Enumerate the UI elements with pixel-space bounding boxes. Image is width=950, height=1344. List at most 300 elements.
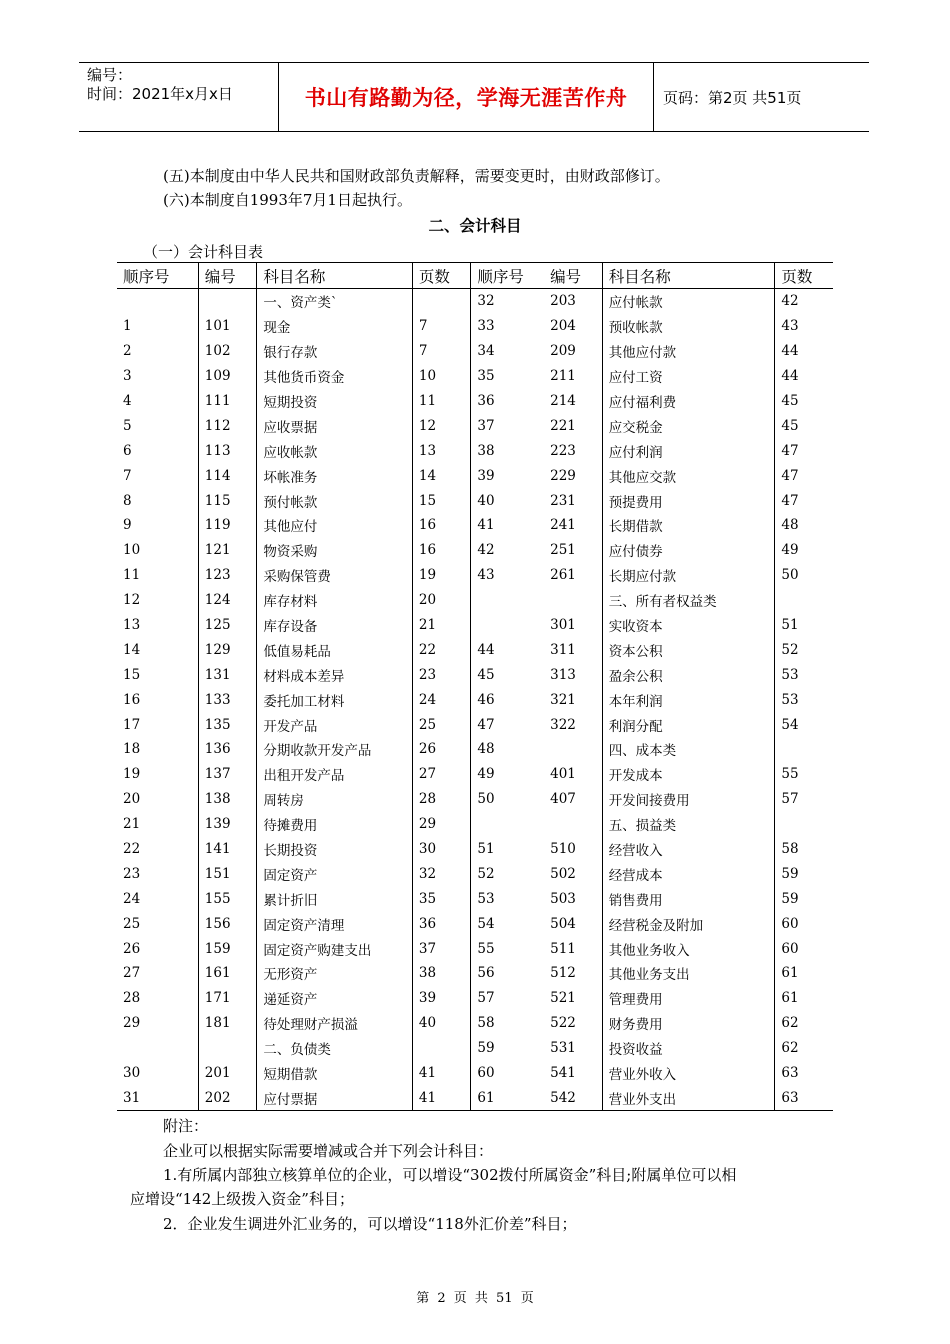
- page-footer: 第 2 页 共 51 页: [416, 1291, 534, 1306]
- cell-seq-2: 59: [471, 1036, 544, 1061]
- cell-seq: 7: [123, 467, 132, 484]
- cell-name-2: 应交税金: [602, 413, 775, 438]
- cell-pages-2: 60: [775, 936, 833, 961]
- header-name-2: 科目名称: [602, 263, 775, 289]
- table-row: [117, 986, 833, 1011]
- cell-seq-2: 47: [471, 712, 544, 737]
- cell-pages-2: 52: [775, 637, 833, 662]
- cell-pages-2: 62: [775, 1011, 833, 1036]
- cell-name-2: 开发间接费用: [602, 787, 775, 812]
- cell-pages: 30: [412, 837, 471, 862]
- cell-seq: 15: [123, 666, 141, 683]
- cell-code-2: 541: [550, 1065, 576, 1082]
- cell-name-2: 财务费用: [602, 1011, 775, 1036]
- cell-seq: 6: [123, 442, 132, 459]
- cell-seq: 23: [123, 865, 141, 882]
- cell-code: 102: [198, 339, 257, 364]
- cell-code: 155: [198, 886, 257, 911]
- cell-name-2: 应付福利费: [602, 389, 775, 414]
- cell-code: 181: [198, 1011, 257, 1036]
- cell-code: 201: [198, 1061, 257, 1086]
- table-row: [117, 438, 833, 463]
- cell-code: 112: [198, 413, 257, 438]
- page-header: [79, 62, 869, 132]
- cell-name: 出租开发产品: [257, 762, 413, 787]
- cell-name-2: 长期借款: [602, 513, 775, 538]
- cell-pages-2: 53: [775, 662, 833, 687]
- cell-pages: 35: [412, 886, 471, 911]
- cell-code: [198, 289, 257, 314]
- cell-pages-2: 55: [775, 762, 833, 787]
- cell-code: [198, 1036, 257, 1061]
- cell-code: 136: [198, 737, 257, 762]
- cell-code: 119: [198, 513, 257, 538]
- cell-seq-2: 48: [471, 737, 544, 762]
- cell-code-2: 531: [550, 1040, 576, 1057]
- cell-code-2: 231: [550, 492, 576, 509]
- table-row: [117, 1061, 833, 1086]
- cell-pages: 7: [412, 339, 471, 364]
- cell-code: 151: [198, 861, 257, 886]
- table-row: [117, 812, 833, 837]
- cell-seq: 5: [123, 417, 132, 434]
- notes-line-2: 1.有所属内部独立核算单位的企业，可以增设“302拨付所属资金”科目;附属单位可以相: [163, 1166, 737, 1184]
- cell-code-2: 542: [544, 1086, 602, 1111]
- table-row: [117, 588, 833, 613]
- cell-pages-2: 49: [775, 538, 833, 563]
- cell-name-2: 其他业务支出: [602, 961, 775, 986]
- cell-seq-2: 57: [471, 986, 544, 1011]
- cell-name: 库存材料: [257, 588, 413, 613]
- header-name: 科目名称: [257, 263, 413, 289]
- cell-name-2: 四、成本类: [602, 737, 775, 762]
- cell-seq: 21: [123, 816, 141, 833]
- cell-seq: 9: [123, 517, 132, 534]
- header-code: 编号: [198, 263, 257, 289]
- cell-name: 固定资产: [257, 861, 413, 886]
- cell-pages-2: 51: [775, 613, 833, 638]
- cell-code: 111: [198, 389, 257, 414]
- cell-pages: 15: [412, 488, 471, 513]
- cell-seq: 20: [123, 791, 141, 808]
- document-time-label: 时间：2021年x月x日: [87, 85, 233, 103]
- cell-seq-2: 44: [471, 637, 544, 662]
- cell-pages: 39: [412, 986, 471, 1011]
- cell-name: 累计折旧: [257, 886, 413, 911]
- cell-code-2: 241: [550, 517, 576, 534]
- cell-name-2: 营业外支出: [602, 1086, 775, 1111]
- cell-code: 141: [198, 837, 257, 862]
- cell-name-2: 长期应付款: [602, 563, 775, 588]
- cell-seq: 16: [123, 691, 141, 708]
- cell-name: 递延资产: [257, 986, 413, 1011]
- cell-seq: 4: [123, 393, 132, 409]
- cell-pages: 25: [412, 712, 471, 737]
- cell-name: 材料成本差异: [257, 662, 413, 687]
- cell-seq: 19: [123, 766, 141, 783]
- cell-code: 101: [198, 314, 257, 339]
- cell-code: 109: [198, 364, 257, 389]
- cell-code-2: 311: [550, 641, 576, 658]
- cell-pages-2: 63: [775, 1086, 833, 1111]
- cell-pages: 16: [412, 538, 471, 563]
- cell-name: 物资采购: [257, 538, 413, 563]
- cell-pages: 14: [412, 463, 471, 488]
- cell-seq: 29: [123, 1015, 141, 1032]
- cell-seq: 8: [123, 492, 132, 509]
- cell-pages: 36: [412, 911, 471, 936]
- cell-seq-2: 35: [471, 364, 544, 389]
- cell-name: 待处理财产损溢: [257, 1011, 413, 1036]
- cell-pages-2: [775, 737, 833, 762]
- cell-pages: 41: [412, 1086, 471, 1111]
- cell-pages-2: 42: [775, 289, 833, 314]
- cell-name: 一、资产类`: [257, 289, 413, 314]
- cell-code-2: 511: [550, 940, 576, 957]
- cell-name-2: 利润分配: [602, 712, 775, 737]
- cell-pages-2: 47: [775, 463, 833, 488]
- cell-code: 124: [198, 588, 257, 613]
- cell-code: 159: [198, 936, 257, 961]
- cell-pages-2: 45: [775, 413, 833, 438]
- cell-seq: 3: [123, 368, 132, 385]
- cell-pages: 38: [412, 961, 471, 986]
- cell-name: 银行存款: [257, 339, 413, 364]
- notes-title: 附注：: [163, 1117, 209, 1135]
- cell-seq: 17: [123, 716, 141, 733]
- cell-pages: 20: [412, 588, 471, 613]
- cell-code-2: 503: [550, 890, 576, 907]
- cell-code-2: 251: [550, 542, 576, 559]
- table-row: [117, 737, 833, 762]
- cell-pages-2: 60: [775, 911, 833, 936]
- table-row: [117, 861, 833, 886]
- cell-code-2: 407: [550, 791, 576, 808]
- cell-seq-2: 52: [471, 861, 544, 886]
- cell-code-2: 522: [550, 1015, 576, 1032]
- cell-seq-2: 53: [471, 886, 544, 911]
- cell-code: 139: [198, 812, 257, 837]
- cell-name: 分期收款开发产品: [257, 737, 413, 762]
- cell-pages-2: [775, 588, 833, 613]
- table-row: [117, 961, 833, 986]
- cell-name-2: 应付工资: [602, 364, 775, 389]
- cell-seq: [117, 289, 198, 314]
- cell-pages-2: 48: [775, 513, 833, 538]
- cell-pages-2: 54: [775, 712, 833, 737]
- header-page-label: 页码：第2页 共51页: [663, 88, 802, 107]
- cell-name: 其他货币资金: [257, 364, 413, 389]
- cell-name: 短期投资: [257, 389, 413, 414]
- cell-name: 采购保管费: [257, 563, 413, 588]
- cell-pages-2: 59: [775, 861, 833, 886]
- cell-code-2: 321: [550, 691, 576, 708]
- cell-code-2: 214: [550, 393, 576, 409]
- cell-code: 115: [198, 488, 257, 513]
- cell-pages-2: [775, 812, 833, 837]
- cell-seq: 1: [123, 318, 132, 335]
- document-number-label: 编号：: [87, 66, 133, 84]
- cell-code: 123: [198, 563, 257, 588]
- cell-name: 周转房: [257, 787, 413, 812]
- cell-code: 133: [198, 687, 257, 712]
- cell-seq: 22: [123, 841, 141, 858]
- cell-name-2: 应付利润: [602, 438, 775, 463]
- cell-pages-2: 45: [775, 389, 833, 414]
- cell-code: 129: [198, 637, 257, 662]
- cell-seq: 18: [123, 741, 141, 758]
- cell-code-2: 229: [550, 467, 576, 484]
- cell-code-2: 301: [550, 617, 576, 634]
- cell-seq: 24: [123, 890, 141, 907]
- cell-pages-2: 53: [775, 687, 833, 712]
- cell-code-2: 221: [550, 417, 576, 434]
- cell-code-2: 510: [550, 841, 576, 858]
- cell-code: 121: [198, 538, 257, 563]
- cell-seq: 12: [123, 592, 141, 609]
- cell-seq-2: 37: [471, 413, 544, 438]
- cell-name: 开发产品: [257, 712, 413, 737]
- cell-code: 113: [198, 438, 257, 463]
- cell-seq-2: 41: [471, 513, 544, 538]
- cell-name-2: 预提费用: [602, 488, 775, 513]
- cell-code-2: [544, 737, 602, 762]
- cell-name: 库存设备: [257, 613, 413, 638]
- cell-code: 202: [198, 1086, 257, 1111]
- cell-name-2: 资本公积: [602, 637, 775, 662]
- table-row: [117, 413, 833, 438]
- cell-seq-2: 60: [471, 1061, 544, 1086]
- cell-seq: 30: [123, 1065, 141, 1082]
- accounts-table: [117, 262, 833, 1111]
- cell-pages: 7: [412, 314, 471, 339]
- table-row: [117, 339, 833, 364]
- cell-name: 坏帐准务: [257, 463, 413, 488]
- cell-name: 长期投资: [257, 837, 413, 862]
- cell-code-2: 401: [550, 766, 576, 783]
- cell-pages-2: 50: [775, 563, 833, 588]
- table-row: [117, 463, 833, 488]
- notes-line-3: 应增设“142上级拨入资金”科目；: [130, 1190, 354, 1208]
- cell-pages-2: 61: [775, 961, 833, 986]
- cell-code-2: 313: [550, 666, 576, 683]
- cell-seq: 11: [123, 567, 141, 584]
- cell-seq: 27: [123, 965, 141, 982]
- cell-name-2: 预收帐款: [602, 314, 775, 339]
- cell-code: 125: [198, 613, 257, 638]
- table-row: [117, 538, 833, 563]
- cell-code: 114: [198, 463, 257, 488]
- cell-pages-2: 57: [775, 787, 833, 812]
- cell-name-2: 经营税金及附加: [602, 911, 775, 936]
- cell-pages: 16: [412, 513, 471, 538]
- cell-seq-2: 58: [471, 1011, 544, 1036]
- cell-seq: 2: [123, 343, 132, 360]
- cell-pages: 40: [412, 1011, 471, 1036]
- cell-code: 161: [198, 961, 257, 986]
- table-row: [117, 837, 833, 862]
- cell-name-2: 其他业务收入: [602, 936, 775, 961]
- cell-code-2: [544, 812, 602, 837]
- table-row: [117, 911, 833, 936]
- cell-name: 无形资产: [257, 961, 413, 986]
- cell-seq-2: 36: [471, 389, 544, 414]
- cell-seq-2: 61: [471, 1086, 544, 1111]
- cell-code-2: 223: [550, 442, 576, 459]
- cell-name: 委托加工材料: [257, 687, 413, 712]
- cell-name: 应付票据: [257, 1086, 413, 1111]
- cell-seq-2: 42: [471, 538, 544, 563]
- cell-seq: 14: [123, 641, 141, 658]
- cell-name: 其他应付: [257, 513, 413, 538]
- table-body: [117, 289, 833, 1111]
- cell-name-2: 五、损益类: [602, 812, 775, 837]
- cell-name: 低值易耗品: [257, 637, 413, 662]
- table-row: [117, 936, 833, 961]
- cell-pages-2: 62: [775, 1036, 833, 1061]
- cell-seq-2: 54: [471, 911, 544, 936]
- cell-name: 待摊费用: [257, 812, 413, 837]
- header-meta: [79, 63, 279, 131]
- header-seq-2: 顺序号: [471, 263, 544, 289]
- header-seq: 顺序号: [117, 263, 198, 289]
- cell-pages: 29: [412, 812, 471, 837]
- cell-code-2: 203: [550, 293, 576, 310]
- cell-seq-2: 38: [471, 438, 544, 463]
- cell-pages-2: 47: [775, 438, 833, 463]
- table-row: [117, 886, 833, 911]
- cell-pages-2: 63: [775, 1061, 833, 1086]
- table-row: [117, 289, 833, 314]
- cell-pages: 27: [412, 762, 471, 787]
- cell-code-2: 512: [550, 965, 576, 982]
- cell-pages: 12: [412, 413, 471, 438]
- table-row: [117, 1011, 833, 1036]
- cell-code-2: 521: [550, 990, 576, 1007]
- cell-name-2: 投资收益: [602, 1036, 775, 1061]
- table-row: [117, 787, 833, 812]
- cell-pages-2: 44: [775, 364, 833, 389]
- cell-seq: 26: [123, 940, 141, 957]
- cell-code: 138: [198, 787, 257, 812]
- cell-pages: 13: [412, 438, 471, 463]
- table-row: [117, 563, 833, 588]
- header-pages: 页数: [412, 263, 471, 289]
- paragraph-five: (五)本制度由中华人民共和国财政部负责解释，需要变更时，由财政部修订。: [163, 167, 670, 185]
- cell-name: 应收票据: [257, 413, 413, 438]
- cell-name-2: 本年利润: [602, 687, 775, 712]
- cell-pages-2: 59: [775, 886, 833, 911]
- cell-seq-2: [471, 812, 544, 837]
- cell-code-2: 504: [550, 915, 576, 932]
- cell-pages: 19: [412, 563, 471, 588]
- cell-seq-2: 34: [471, 339, 544, 364]
- cell-pages: [412, 1036, 471, 1061]
- cell-seq-2: 50: [471, 787, 544, 812]
- cell-seq-2: 33: [471, 314, 544, 339]
- table-row: [117, 637, 833, 662]
- table-row: [117, 762, 833, 787]
- section-title: 二、会计科目: [428, 217, 522, 235]
- cell-name-2: 其他应付款: [602, 339, 775, 364]
- cell-name-2: 三、所有者权益类: [602, 588, 775, 613]
- cell-code: 171: [198, 986, 257, 1011]
- header-code-2: 编号: [544, 263, 602, 289]
- cell-seq: 10: [123, 542, 141, 559]
- cell-name-2: 应付债券: [602, 538, 775, 563]
- cell-code-2: 211: [550, 368, 576, 385]
- table-row: [117, 613, 833, 638]
- cell-pages: 32: [412, 861, 471, 886]
- cell-seq: [117, 1036, 198, 1061]
- cell-name-2: 开发成本: [602, 762, 775, 787]
- notes-line-4: 2．企业发生调进外汇业务的，可以增设“118外汇价差”科目；: [163, 1215, 577, 1233]
- table-row: [117, 314, 833, 339]
- cell-pages: 28: [412, 787, 471, 812]
- cell-seq: 28: [123, 990, 141, 1007]
- cell-pages: 37: [412, 936, 471, 961]
- cell-name: 二、负债类: [257, 1036, 413, 1061]
- cell-code-2: 261: [550, 567, 576, 584]
- cell-pages: 22: [412, 637, 471, 662]
- cell-seq: 13: [123, 617, 141, 634]
- cell-name-2: 经营成本: [602, 861, 775, 886]
- cell-pages-2: 58: [775, 837, 833, 862]
- cell-seq-2: [471, 588, 544, 613]
- cell-seq-2: 45: [471, 662, 544, 687]
- cell-code: 131: [198, 662, 257, 687]
- table-row: [117, 712, 833, 737]
- cell-code-2: 322: [550, 716, 576, 733]
- cell-pages: 11: [412, 389, 471, 414]
- cell-code: 156: [198, 911, 257, 936]
- cell-pages: 24: [412, 687, 471, 712]
- cell-code-2: 204: [550, 318, 576, 335]
- cell-code: 137: [198, 762, 257, 787]
- cell-code-2: 502: [550, 865, 576, 882]
- notes-line-1: 企业可以根据实际需要增减或合并下列会计科目：: [163, 1142, 494, 1160]
- cell-seq-2: 46: [471, 687, 544, 712]
- cell-seq-2: 51: [471, 837, 544, 862]
- cell-seq: 25: [123, 915, 141, 932]
- paragraph-six: (六)本制度自1993年7月1日起执行。: [163, 191, 412, 209]
- cell-name: 预付帐款: [257, 488, 413, 513]
- table-row: [117, 364, 833, 389]
- cell-name-2: 其他应交款: [602, 463, 775, 488]
- table-row: [117, 687, 833, 712]
- cell-seq-2: 43: [471, 563, 544, 588]
- cell-pages-2: 43: [775, 314, 833, 339]
- cell-code: 135: [198, 712, 257, 737]
- cell-code-2: 209: [550, 343, 576, 360]
- table-row: [117, 389, 833, 414]
- cell-seq: 31: [117, 1086, 198, 1111]
- table-row: [117, 1086, 833, 1111]
- header-motto: 书山有路勤为径，学海无涯苦作舟: [279, 63, 654, 131]
- cell-pages: 26: [412, 737, 471, 762]
- cell-name: 固定资产购建支出: [257, 936, 413, 961]
- cell-name-2: 管理费用: [602, 986, 775, 1011]
- cell-pages: 41: [412, 1061, 471, 1086]
- cell-pages: 10: [412, 364, 471, 389]
- cell-name-2: 营业外收入: [602, 1061, 775, 1086]
- table-row: [117, 513, 833, 538]
- cell-pages: [412, 289, 471, 314]
- cell-pages: 23: [412, 662, 471, 687]
- cell-seq-2: 32: [471, 289, 544, 314]
- table-header-row: [117, 263, 833, 289]
- cell-name: 短期借款: [257, 1061, 413, 1086]
